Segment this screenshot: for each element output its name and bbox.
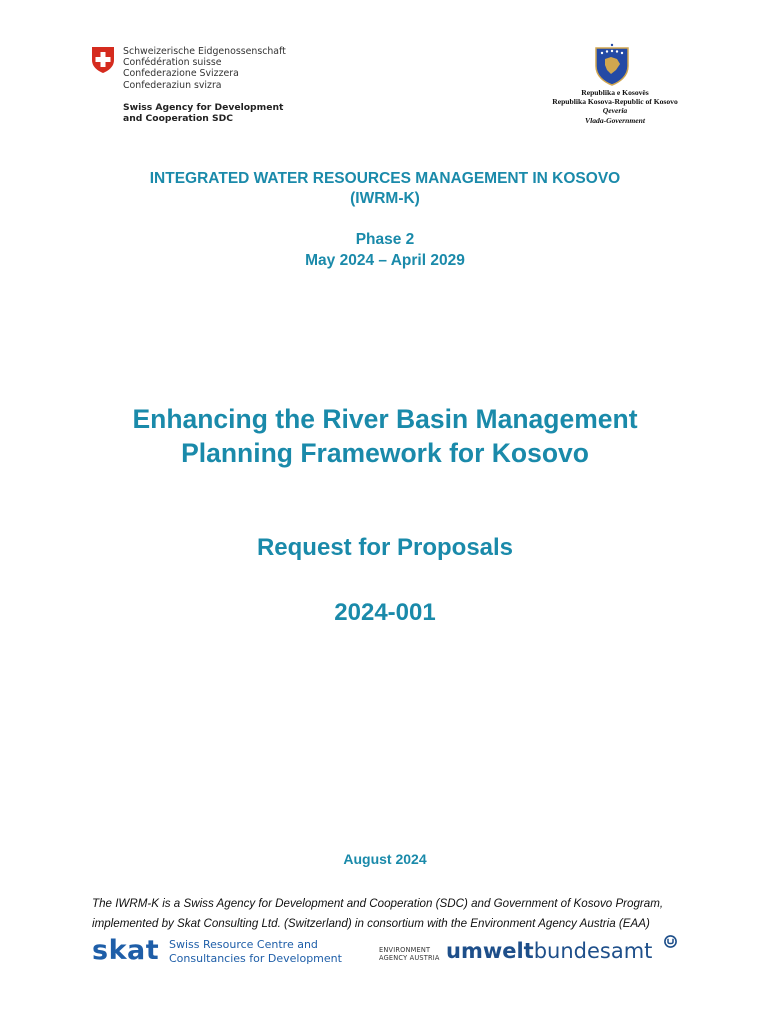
swiss-coat-of-arms-icon: [91, 46, 115, 74]
skat-tagline: [169, 938, 342, 965]
document-title: [0, 402, 770, 470]
sdc-line: Swiss Agency for Development: [123, 102, 284, 113]
eaa-small-line: ENVIRONMENT: [379, 946, 431, 954]
phase-period: May 2024 – April 2029: [305, 252, 465, 269]
phase-block: [0, 229, 770, 271]
eaa-small-text: [379, 946, 440, 963]
sdc-agency-text: [123, 102, 283, 124]
footnote-line: implemented by Skat Consulting Ltd. (Switzerland) in consortium with the Environment Agency Austria (EAA): [92, 917, 650, 930]
kosovo-line: Republika Kosova-Republic of Kosovo: [552, 97, 678, 107]
document-title-line: Enhancing the River Basin Management: [132, 404, 638, 434]
program-title: [0, 169, 770, 209]
document-date: August 2024: [343, 851, 427, 867]
umweltbundesamt-logo: [446, 938, 652, 964]
phase-label: Phase 2: [355, 231, 415, 248]
swiss-line: Schweizerische Eidgenossenschaft: [123, 46, 286, 57]
swiss-line: Confederaziun svizra: [123, 79, 222, 91]
kosovo-line: Republika e Kosovës: [581, 88, 649, 97]
swiss-line: Confederazione Svizzera: [123, 68, 239, 80]
program-acronym: (IWRM-K): [350, 190, 420, 207]
program-footnote: [92, 894, 692, 934]
swiss-line: Confédération suisse: [123, 57, 222, 69]
uba-word-bold: umwelt: [446, 939, 534, 963]
skat-tagline-line: Swiss Resource Centre and: [169, 938, 318, 951]
kosovo-line: Vlada-Government: [585, 115, 645, 125]
swiss-confederation-text: [123, 46, 286, 91]
skat-logo: skat: [92, 935, 160, 966]
rfp-number: 2024-001: [334, 599, 436, 626]
uba-word-regular: bundesamt: [533, 939, 653, 963]
kosovo-line: Qeveria: [602, 106, 628, 116]
sdc-line: and Cooperation SDC: [123, 113, 233, 125]
footnote-line: The IWRM-K is a Swiss Agency for Development and Cooperation (SDC) and Government of Kosovo Program,: [92, 897, 664, 910]
skat-tagline-line: Consultancies for Development: [169, 951, 342, 965]
kosovo-government-text: [540, 88, 690, 125]
program-title-line: INTEGRATED WATER RESOURCES MANAGEMENT IN KOSOVO: [149, 170, 621, 187]
uba-u-mark-icon: [664, 935, 677, 948]
kosovo-emblem-icon: [594, 42, 630, 86]
document-title-line: Planning Framework for Kosovo: [181, 438, 589, 468]
rfp-label: Request for Proposals: [256, 534, 514, 561]
eaa-small-line: AGENCY AUSTRIA: [379, 954, 440, 963]
